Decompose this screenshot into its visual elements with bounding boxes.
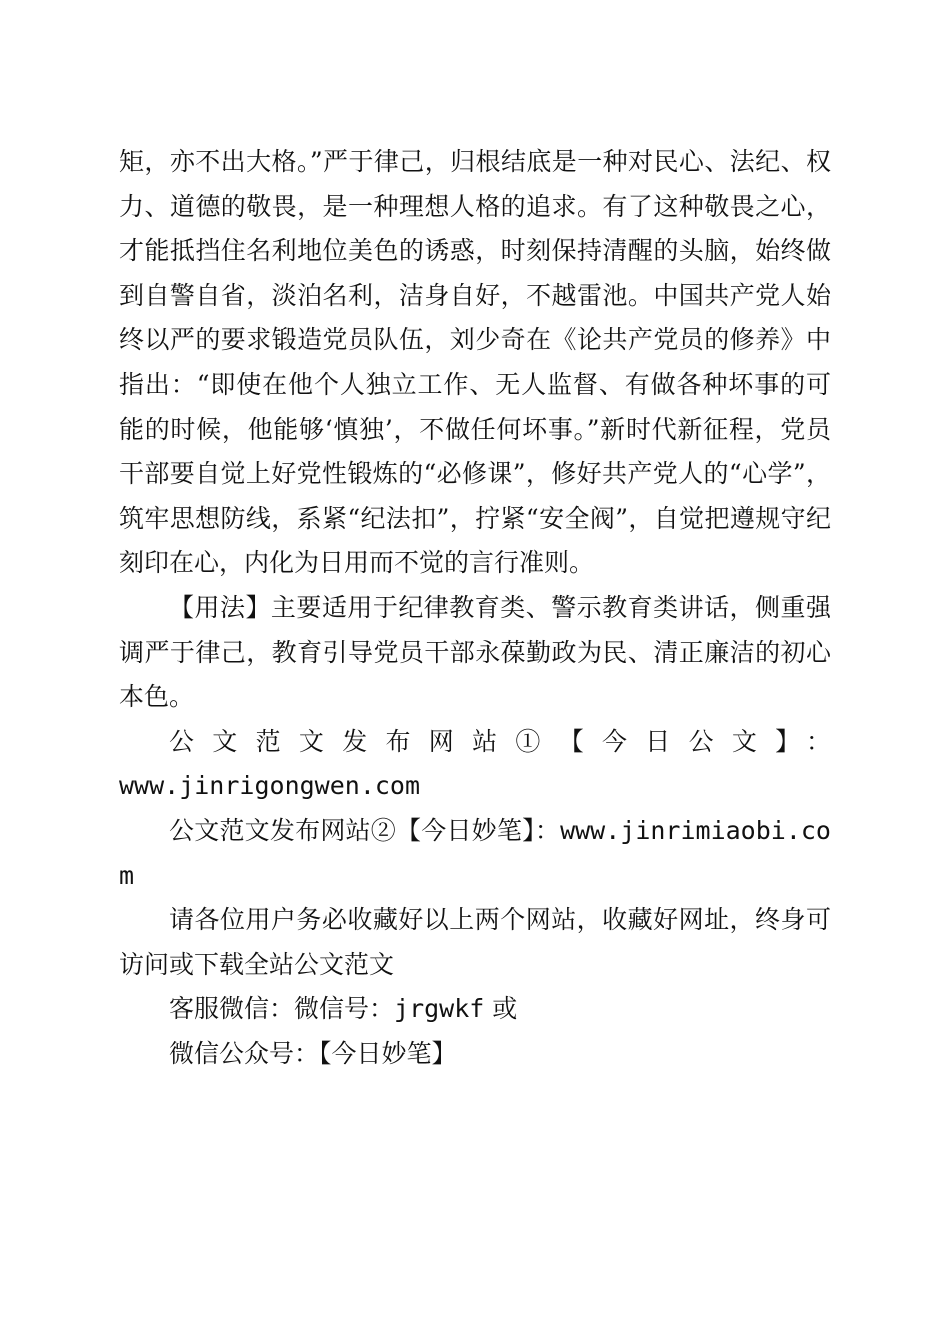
wechat-or: 或 [484,994,518,1024]
document-content [119,140,831,1076]
wechat-label: 客服微信：微信号： [169,994,395,1024]
body-paragraph: 矩，亦不出大格。”严于律己，归根结底是一种对民心、法纪、权力、道德的敬畏，是一种理想人格的追求。有了这种敬畏之心，才能抵挡住名利地位美色的诱惑，时刻保持清醒的头脑，始终做到自警自省，淡泊名利，洁身自好，不越雷池。中国共产党人始终以严的要求锻造党员队伍，刘少奇在《论共产党员的修养》中指出：“即使在他个人独立工作、无人监督、有做各种坏事的可能的时候，他能够‘慎独’，不做任何坏事。”新时代新征程，党员干部要自觉上好党性锻炼的“必修课”，修好共产党人的“心学”，筑牢思想防线，系紧“纪法扣”，拧紧“安全阀”，自觉把遵规守纪刻印在心，内化为日用而不觉的言行准则。 [119,147,831,578]
site1-url[interactable]: www.jinrigongwen.com [119,771,421,801]
bookmark-notice: 请各位用户务必收藏好以上两个网站，收藏好网址，终身可访问或下载全站公文范文 [119,905,831,979]
usage-paragraph: 【用法】主要适用于纪律教育类、警示教育类讲话，侧重强调严于律己，教育引导党员干部永葆勤政为民、清正廉洁的初心本色。 [119,592,831,712]
wechat-line [119,987,831,1032]
official-account-line: 微信公众号：【今日妙笔】 [169,1038,457,1068]
site1-label: 公文范文发布网站①【今日公文】： [169,726,831,756]
site2-label: 公文范文发布网站②【今日妙笔】： [169,815,561,845]
site2-line [119,809,831,898]
site2-url[interactable]: www.jinrimiaobi.com [119,815,831,890]
wechat-id: jrgwkf [394,994,485,1024]
